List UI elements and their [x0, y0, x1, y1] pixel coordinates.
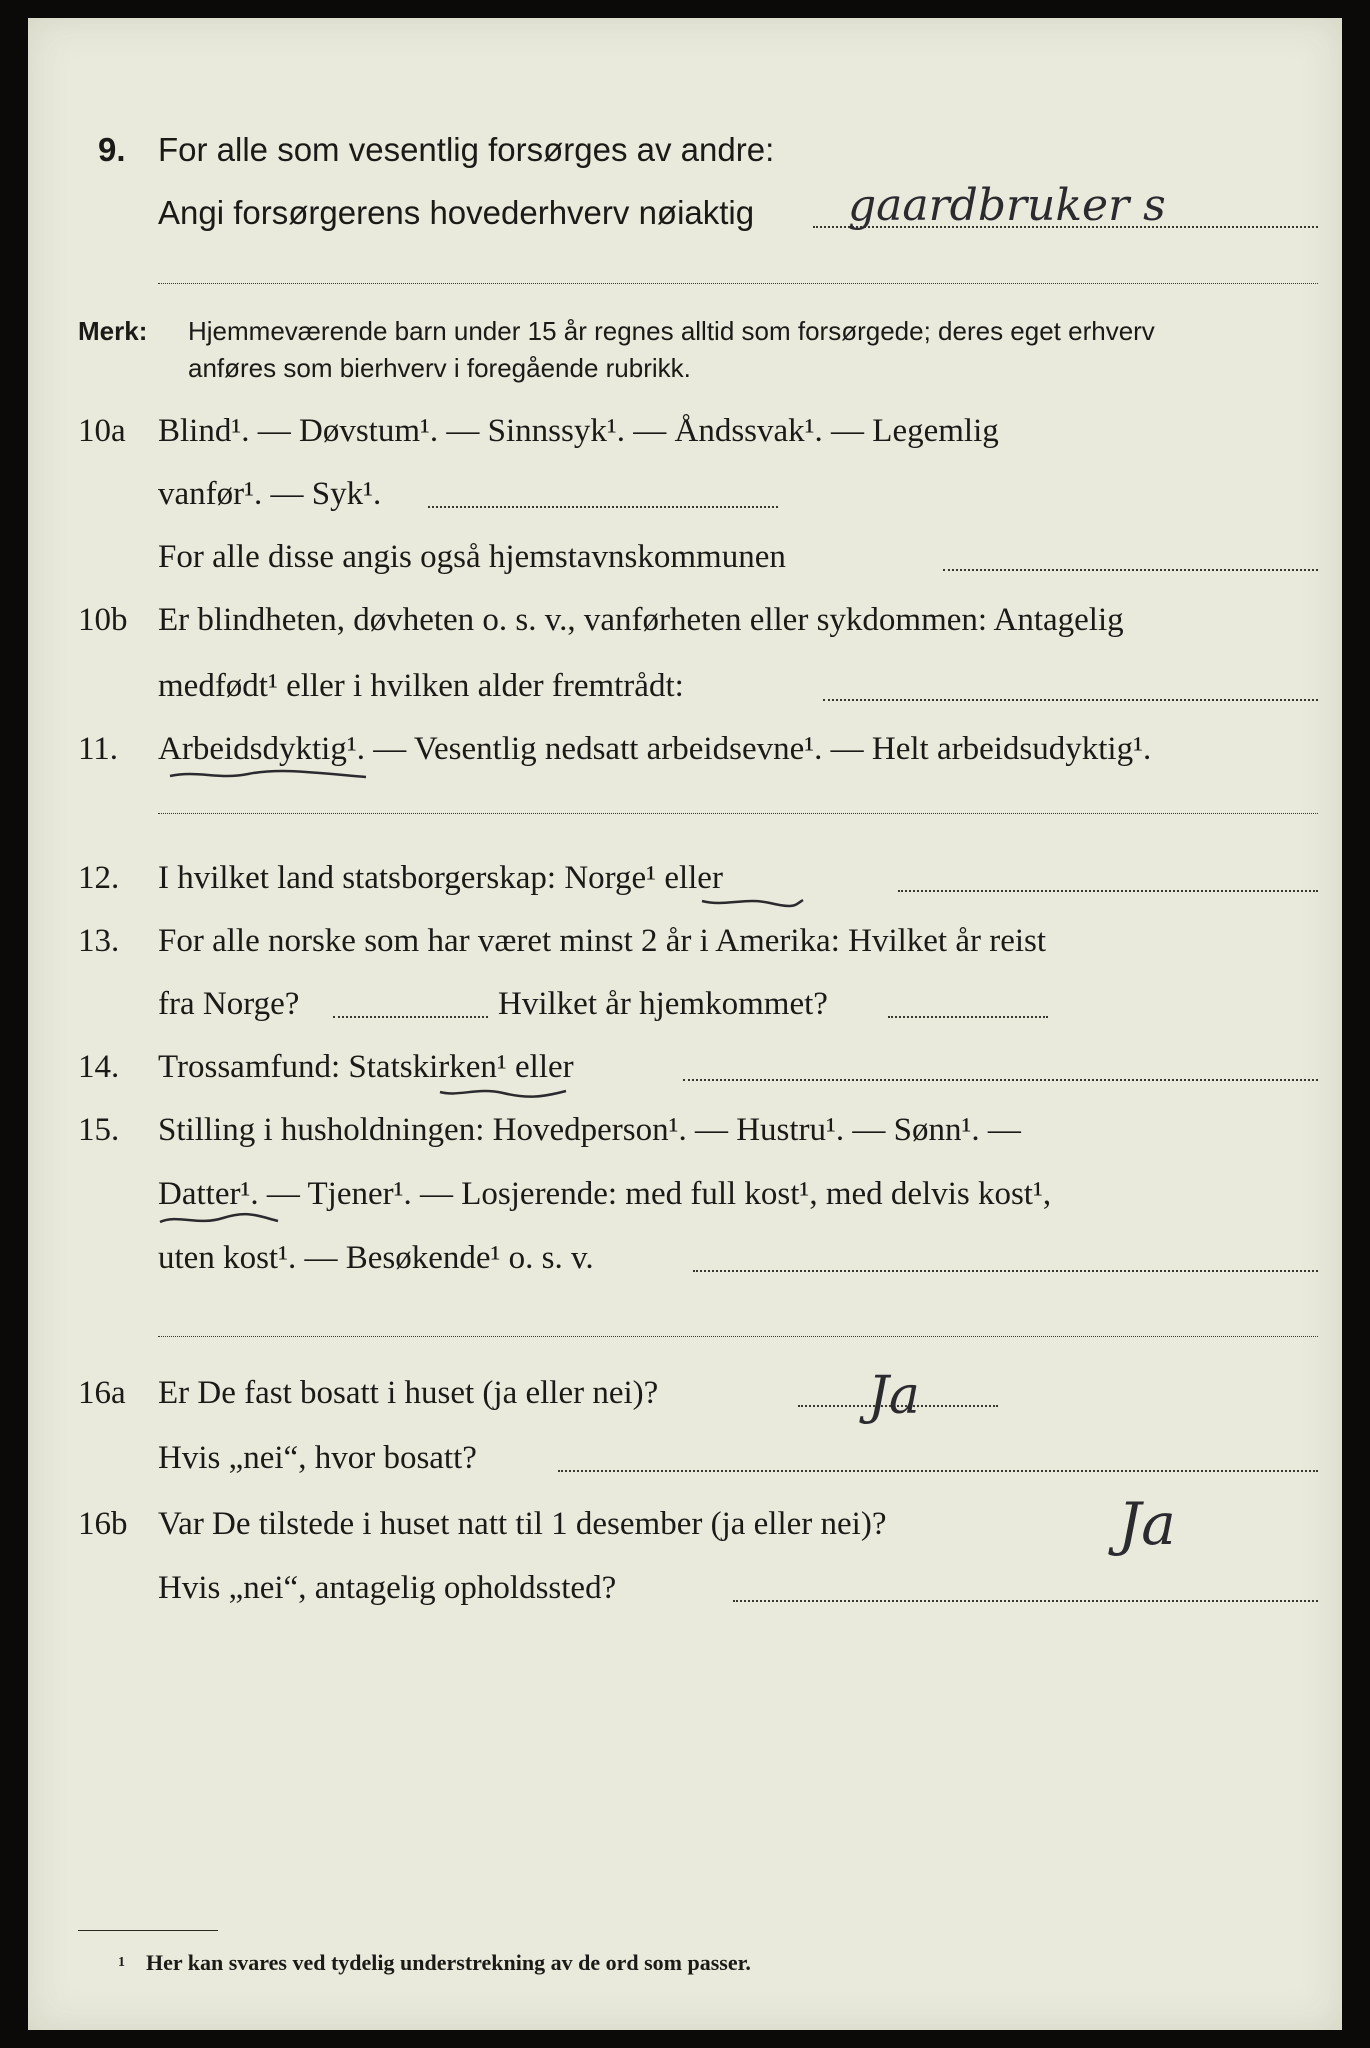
q16b-stay-location-label: Hvis „nei“, antagelig opholdssted?: [158, 1570, 617, 1606]
q9-question: For alle som vesentlig forsørges av andre:: [158, 131, 775, 168]
q13-returned-year-line: [888, 1016, 1048, 1018]
q16a-number: 16a: [78, 1375, 126, 1411]
q16b-number: 16b: [78, 1506, 128, 1542]
q16a-where-resident-label: Hvis „nei“, hvor bosatt?: [158, 1440, 477, 1476]
q10b-question: Er blindheten, døvheten o. s. v., vanførheten eller sykdommen: Antagelig: [158, 602, 1124, 638]
q16a-resident-question: Er De fast bosatt i huset (ja eller nei)?: [158, 1375, 659, 1411]
q14-religion-question: Trossamfund: Statskirken¹ eller: [158, 1049, 574, 1085]
q11-work-ability: Arbeidsdyktig¹. — Vesentlig nedsatt arbeidsevne¹. — Helt arbeidsudyktig¹.: [158, 731, 1152, 767]
q9-continuation-line: [158, 283, 1318, 284]
q9-number: 9.: [98, 131, 126, 168]
q9-provider-occupation-label: Angi forsørgerens hovederhverv nøiaktig: [158, 194, 755, 231]
q14-handwritten-underline: [438, 1085, 568, 1099]
merk-text-line1: Hjemmeværende barn under 15 år regnes alltid som forsørgede; deres eget erhverv: [188, 316, 1155, 346]
q13-left-year-line: [333, 1016, 488, 1018]
q10b-number: 10b: [78, 602, 128, 638]
q16b-present-question: Var De tilstede i huset natt til 1 desember (ja eller nei)?: [158, 1506, 887, 1542]
q10b-age-line: [823, 699, 1318, 701]
q12-citizenship-question: I hvilket land statsborgerskap: Norge¹ eller: [158, 860, 723, 896]
q13-returned-label: Hvilket år hjemkommet?: [498, 986, 828, 1022]
q10a-municipality-line: [943, 569, 1318, 571]
q16b-location-line: [733, 1600, 1318, 1602]
q11-continuation-line: [158, 813, 1318, 814]
q10a-number: 10a: [78, 413, 126, 449]
q15-other-line: [693, 1270, 1318, 1272]
q15-continuation-line: [158, 1336, 1318, 1337]
q10a-home-municipality-label: For alle disse angis også hjemstavnskommunen: [158, 539, 786, 575]
q15-household-position: Stilling i husholdningen: Hovedperson¹. — Hustru¹. — Sønn¹. —: [158, 1112, 1021, 1148]
q16b-handwritten-answer: Ja: [1118, 1490, 1176, 1558]
q15-number: 15.: [78, 1112, 120, 1148]
q10a-sick-line: [428, 506, 778, 508]
q13-number: 13.: [78, 923, 120, 959]
q13-america-question: For alle norske som har været minst 2 år i Amerika: Hvilket år reist: [158, 923, 1047, 959]
q10a-conditions-cont: vanfør¹. — Syk¹.: [158, 476, 382, 512]
q11-number: 11.: [78, 731, 119, 767]
merk-text-line2: anføres som bierhverv i foregående rubrikk.: [188, 353, 691, 383]
q16a-where-line: [558, 1470, 1318, 1472]
q13-left-norway-label: fra Norge?: [158, 986, 300, 1022]
q12-number: 12.: [78, 860, 120, 896]
q12-handwritten-underline: [700, 895, 805, 909]
footnote-text: Her kan svares ved tydelig understrekning av de ord som passer.: [146, 1950, 751, 1975]
q14-other-religion-line: [683, 1079, 1318, 1081]
q14-number: 14.: [78, 1049, 120, 1085]
footnote-mark: 1: [118, 1955, 125, 1970]
q10a-conditions: Blind¹. — Døvstum¹. — Sinnssyk¹. — Åndssvak¹. — Legemlig: [158, 413, 999, 449]
q16a-handwritten-answer: Ja: [868, 1366, 920, 1426]
q9-handwritten-answer: gaardbruker s: [848, 180, 1166, 231]
q15-household-position-cont: Datter¹. — Tjener¹. — Losjerende: med full kost¹, med delvis kost¹,: [158, 1176, 1052, 1212]
q12-other-country-line: [898, 890, 1318, 892]
footnote-separator: [78, 1930, 218, 1931]
q11-handwritten-underline: [168, 768, 368, 782]
merk-label: Merk:: [78, 316, 148, 346]
q10b-question-cont: medfødt¹ eller i hvilken alder fremtrådt:: [158, 668, 684, 704]
q15-handwritten-underline: [158, 1212, 283, 1228]
q15-household-position-end: uten kost¹. — Besøkende¹ o. s. v.: [158, 1240, 594, 1276]
census-form-page: [28, 18, 1342, 2030]
